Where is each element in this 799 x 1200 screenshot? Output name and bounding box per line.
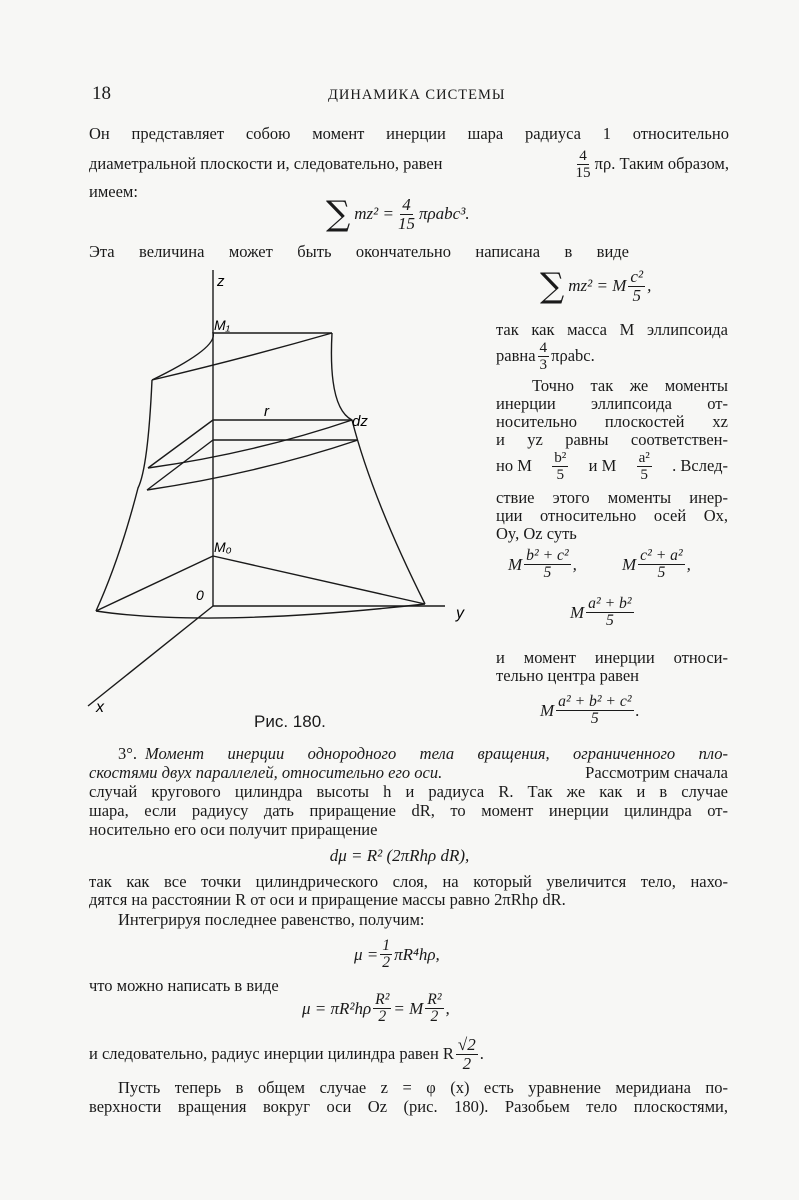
side-p2-line2: инерции эллипсоида от- [496, 394, 728, 413]
moment-oz: M $\frac{\text{a² + b²}}{5}$ [570, 595, 632, 630]
section-line-2: скостями двух параллелей, относительно его оси. Рассмотрим сначала [89, 763, 728, 782]
label-dz: dz [352, 413, 368, 430]
moment-oy-fraction: $\frac{\text{c² + a²}}{5}$ [640, 547, 683, 582]
section-line-9: что можно написать в виде [89, 976, 279, 995]
formula-mu-2: μ = πR²hρ $\frac{\text{R²}}{2}$ = M $\frac{\text{R²}}{2}$ , [302, 991, 450, 1026]
moment-center-fraction: $\frac{\text{a² + b² + c²}}{5}$ [558, 693, 632, 728]
radius-fraction: $\frac{√2}{2}$ [457, 1035, 476, 1073]
intro-line-3: имеем: [89, 182, 138, 201]
side-p2-line5: но M $\frac{\text{b²}}{5}$ и M $\frac{\text{a²}}{5}$ . Вслед- [496, 449, 728, 483]
x-axis [88, 606, 213, 706]
intro-line-2 [89, 148, 729, 181]
layer-top-edge [148, 420, 213, 468]
intro-line-1: Он представляет собою момент инерции шара радиуса 1 относительно [89, 124, 729, 143]
section-line-6: так как все точки цилиндрического слоя, на который увеличится тело, нахо- [89, 872, 728, 891]
label-x: x [96, 699, 104, 716]
section-line-1: 3°. Момент инерции однородного тела вращения, ограниченного пло- [118, 744, 728, 763]
side-p1-fraction: $\frac{4}{3}$ [539, 339, 548, 373]
formula-sum-1: ∑ mz² = $\frac{4}{15}$ πρabc³. [326, 194, 470, 235]
side-p2-line4: и yz равны соответствен- [496, 430, 728, 449]
section-line-8: Интегрируя последнее равенство, получим: [118, 910, 425, 929]
section-line-3: случай кругового цилиндра высоты h и радиуса R. Так же как и в случае [89, 782, 728, 801]
mu2-fraction-2: $\frac{\text{R²}}{2}$ [427, 991, 442, 1026]
top-rim-curve [152, 333, 332, 380]
figure-caption: Рис. 180. [254, 712, 326, 731]
intro-line-2-text: диаметральной плоскости и, следовательно, равен [89, 154, 443, 174]
intro-fraction: $\frac{4}{15}$ [575, 147, 591, 181]
formula-sum-2: ∑ mz² = M $\frac{\text{c²}}{5}$ , [540, 266, 652, 307]
side-p2-line1: Точно так же моменты [532, 376, 728, 395]
sum-sign-2: ∑ [540, 266, 565, 307]
label-r: r [264, 403, 269, 420]
section-line-5: носительно его оси получит приращение [89, 820, 378, 839]
mu2-fraction-1: $\frac{\text{R²}}{2}$ [375, 991, 390, 1026]
moment-oz-fraction: $\frac{\text{a² + b²}}{5}$ [588, 595, 632, 630]
moment-ox-fraction: $\frac{\text{b² + c²}}{5}$ [526, 547, 569, 582]
formula2-fraction: $\frac{\text{c²}}{5}$ [630, 267, 644, 305]
label-m0: M₀ [214, 539, 232, 555]
label-o: 0 [196, 587, 204, 603]
label-m1: M₁ [214, 317, 231, 333]
side-p2-line8: Oy, Oz суть [496, 524, 577, 543]
sum-sign: ∑ [326, 194, 351, 235]
formula-dmu: dμ = R² (2πRhρ dR), [329, 846, 470, 865]
figure-180 [80, 268, 480, 718]
right-silhouette [331, 333, 425, 604]
side-p2-line3: носительно плоскостей xz [496, 412, 728, 431]
label-y: y [456, 605, 464, 622]
side-p2-line6: ствие этого моменты инер- [496, 488, 728, 507]
side-p2-fraction-a: $\frac{\text{a²}}{5}$ [638, 449, 650, 483]
side-p1-line1: так как масса M эллипсоида [496, 320, 728, 339]
page-number: 18 [92, 83, 111, 104]
bottom-radius [213, 556, 425, 604]
side-p2-line7: ции относительно осей Ox, [496, 506, 728, 525]
section-line-4: шара, если радиусу дать приращение dR, то момент инерции цилиндра от- [89, 801, 728, 820]
section-line-10: и следовательно, радиус инерции цилиндра равен R $\frac{√2}{2}$ . [89, 1035, 484, 1073]
eta-line: Эта величина может быть окончательно написана в виде [89, 242, 629, 261]
side-p2-fraction-b: $\frac{\text{b²}}{5}$ [554, 449, 567, 483]
moment-oy: M $\frac{\text{c² + a²}}{5}$ , [622, 547, 691, 582]
layer-top-curve [148, 420, 352, 468]
layer-bottom-curve [147, 440, 358, 490]
section-line-12: верхности вращения вокруг оси Oz (рис. 180). Разобьем тело плоскостями, [89, 1097, 728, 1116]
section-line-11: Пусть теперь в общем случае z = φ (x) есть уравнение меридиана по- [118, 1078, 728, 1097]
label-z: z [217, 273, 225, 290]
side-p1-line2: равна $\frac{4}{3}$ πρabc. [496, 339, 595, 373]
mu1-fraction: $\frac{1}{2}$ [382, 937, 391, 972]
intro-line-2-tail: πρ. Таким образом, [594, 154, 729, 174]
left-silhouette [96, 380, 152, 611]
side-p3-line1: и момент инерции относи- [496, 648, 728, 667]
moment-center: M $\frac{\text{a² + b² + c²}}{5}$ . [540, 693, 640, 728]
side-p3-line2: тельно центра равен [496, 666, 640, 685]
formula-mu-1: μ = $\frac{1}{2}$ πR⁴hρ, [354, 937, 440, 972]
formula1-fraction: $\frac{4}{15}$ [398, 195, 415, 233]
running-title: ДИНАМИКА СИСТЕМЫ [328, 87, 506, 103]
section-line-7: дятся на расстоянии R от оси и приращение массы равно 2πRhρ dR. [89, 890, 566, 909]
layer-bottom-edge [147, 440, 213, 490]
moment-ox: M $\frac{\text{b² + c²}}{5}$ , [508, 547, 577, 582]
